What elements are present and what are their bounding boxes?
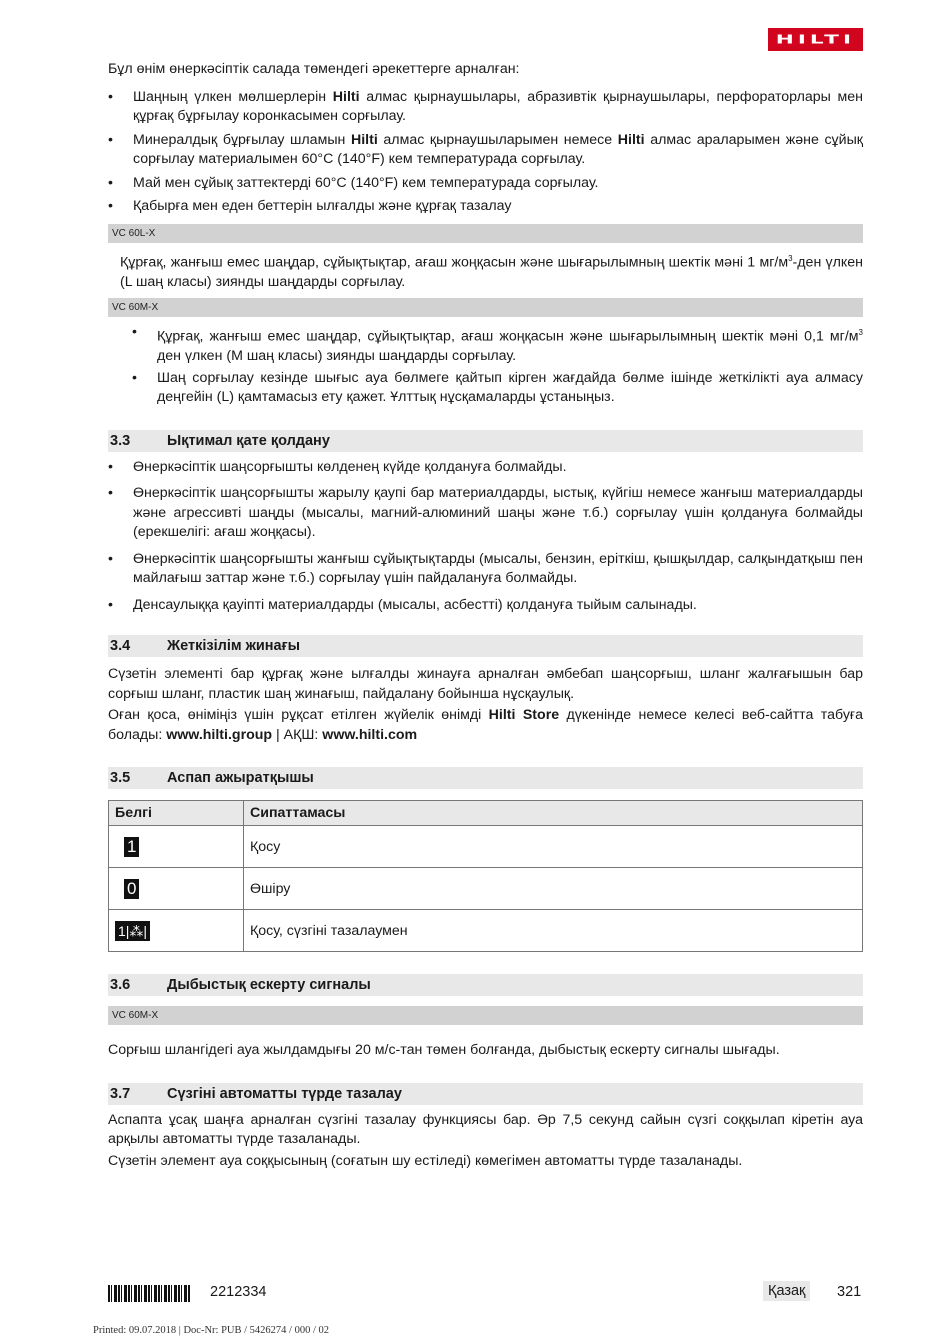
list-item: • Өнеркәсіптік шаңсорғышты жарылу қаупі бар материалдарды, ыстық, күйгіш немесе жанғыш материалдарды және агрессивті шаңды (мысалы, магний-алюминий шаңы және т.б.) сорғылау үшін қолдануға болмайды (ерекшелігі: ағаш жоңқасы). (108, 484, 863, 543)
link-hilti-com[interactable]: www.hilti.com (322, 726, 418, 743)
switch-table (108, 800, 863, 952)
language-label: Қазақ (763, 1281, 810, 1301)
column-header-description: Сипаттамасы (244, 801, 863, 826)
model-label-vc60m: VC 60M-X (108, 298, 863, 317)
list-item: • Минералдық бұрғылау шламын Hilti алмас қырнаушыларымен немесе Hilti алмас араларымен және сұйық сорғылау материалымен 60°C (140°F) кем температурада сорғылау. (108, 131, 863, 170)
section-heading-3-3: 3.3 Ықтимал қате қолдану (108, 430, 863, 452)
list-item: • Қабырға мен еден беттерін ылғалды және құрғақ тазалау (108, 197, 863, 217)
list-item: • Шаң сорғылау кезінде шығыс ауа бөлмеге қайтып кірген жағдайда бөлме ішінде жеткілікті ауа алмасу деңгейін (L) қамтамасыз ету қажет. Ұлттық нұсқамаларды ұстаныңыз. (132, 369, 863, 408)
vc60l-text: Құрғақ, жанғыш емес шаңдар, сұйықтықтар, ағаш жоңқасын және шығарылымның шектік мәні 1 $мг/м^3$-ден үлкен (L шаң класы) зиянды шаңдарды сорғылау. (120, 253, 863, 290)
intro-list (108, 88, 863, 217)
list-item: • Шаңның үлкен мөлшерлерін Hilti алмас қырнаушылары, абразивтік қырнаушылары, перфораторлары мен құрғақ бұрғылау коронкасымен сорғылау. (108, 88, 863, 127)
table-row: 0 Өшіру (109, 868, 863, 910)
switch-on-icon: 1 (124, 837, 139, 857)
print-info: Printed: 09.07.2018 | Doc-Nr: PUB / 5426274 / 000 / 02 (93, 1325, 330, 1336)
s37-p1: Аспапта ұсақ шаңға арналған сүзгіні тазалау функциясы бар. Әр 7,5 секунд сайын сүзгі соққылап кіретін ауа арқылы автоматты түрде тазаланады. (108, 1111, 863, 1148)
list-item: • Өнеркәсіптік шаңсорғышты көлденең күйде қолдануға болмайды. (108, 458, 863, 478)
s36-text: Сорғыш шлангідегі ауа жылдамдығы 20 м/с-тан төмен болғанда, дыбыстық ескерту сигналы шығады. (108, 1042, 780, 1059)
table-header-row (109, 801, 863, 826)
page-content (108, 58, 863, 1171)
column-header-symbol: Белгі (109, 801, 244, 826)
intro-lead: Бұл өнім өнеркәсіптік салада төмендегі әрекеттерге арналған: (108, 61, 520, 77)
table-row: 1|⁂| Қосу, сүзгіні тазалаумен (109, 910, 863, 952)
hilti-logo: HILTI (768, 28, 863, 51)
page-number: 321 (837, 1284, 862, 1300)
vc60m-list (132, 323, 863, 408)
list-item: • Денсаулыққа қауіпті материалдарды (мысалы, асбестті) қолдануға тыйым салынады. (108, 596, 863, 616)
table-row: 1 Қосу (109, 826, 863, 868)
model-label-vc60m-2: VC 60M-X (108, 1006, 863, 1025)
switch-on-filter-clean-icon: 1|⁂| (115, 921, 150, 941)
link-hilti-group[interactable]: www.hilti.group (166, 726, 273, 743)
s34-p2: Оған қоса, өніміңіз үшін рұқсат етілген жүйелік өнімді Hilti Store дүкенінде немесе келесі веб-сайтта табуға болады: www.hilti.group | АҚШ: www.hilti.com (108, 707, 863, 743)
section-heading-3-7: 3.7 Сүзгіні автоматты түрде тазалау (108, 1083, 863, 1105)
barcode-icon (108, 1285, 190, 1302)
section-heading-3-6: 3.6 Дыбыстық ескерту сигналы (108, 974, 863, 996)
model-label-vc60l: VC 60L-X (108, 224, 863, 243)
s33-list (108, 458, 863, 616)
list-item: • Құрғақ, жанғыш емес шаңдар, сұйықтықтар, ағаш жоңқасын және шығарылымның шектік мәні 0,1 $мг/м^3$ ден үлкен (M шаң класы) зиянды шаңдарды сорғылау. (132, 323, 863, 367)
section-heading-3-4: 3.4 Жеткізілім жинағы (108, 635, 863, 657)
s37-p2: Сүзетін элемент ауа соққысының (соғатын шу естіледі) көмегімен автоматты түрде тазаланады. (108, 1152, 743, 1169)
section-heading-3-5: 3.5 Аспап ажыратқышы (108, 767, 863, 789)
doc-code: 2212334 (210, 1284, 267, 1300)
list-item: • Өнеркәсіптік шаңсорғышты жанғыш сұйықтықтарды (мысалы, бензин, еріткіш, қышқылдар, салқындатқыш пен майлағыш заттар және т.б.) сорғылау үшін пайдалануға болмайды. (108, 550, 863, 589)
switch-off-icon: 0 (124, 879, 139, 899)
s34-p1: Сүзетін элементі бар құрғақ және ылғалды жинауға арналған әмбебап шаңсорғыш, шланг жалғағышын бар сорғыш шланг, пластик шаң жинағыш, пайдалану бойынша нұсқаулық. (108, 666, 863, 702)
list-item: • Май мен сұйық заттектерді 60°C (140°F) кем температурада сорғылау. (108, 174, 863, 194)
